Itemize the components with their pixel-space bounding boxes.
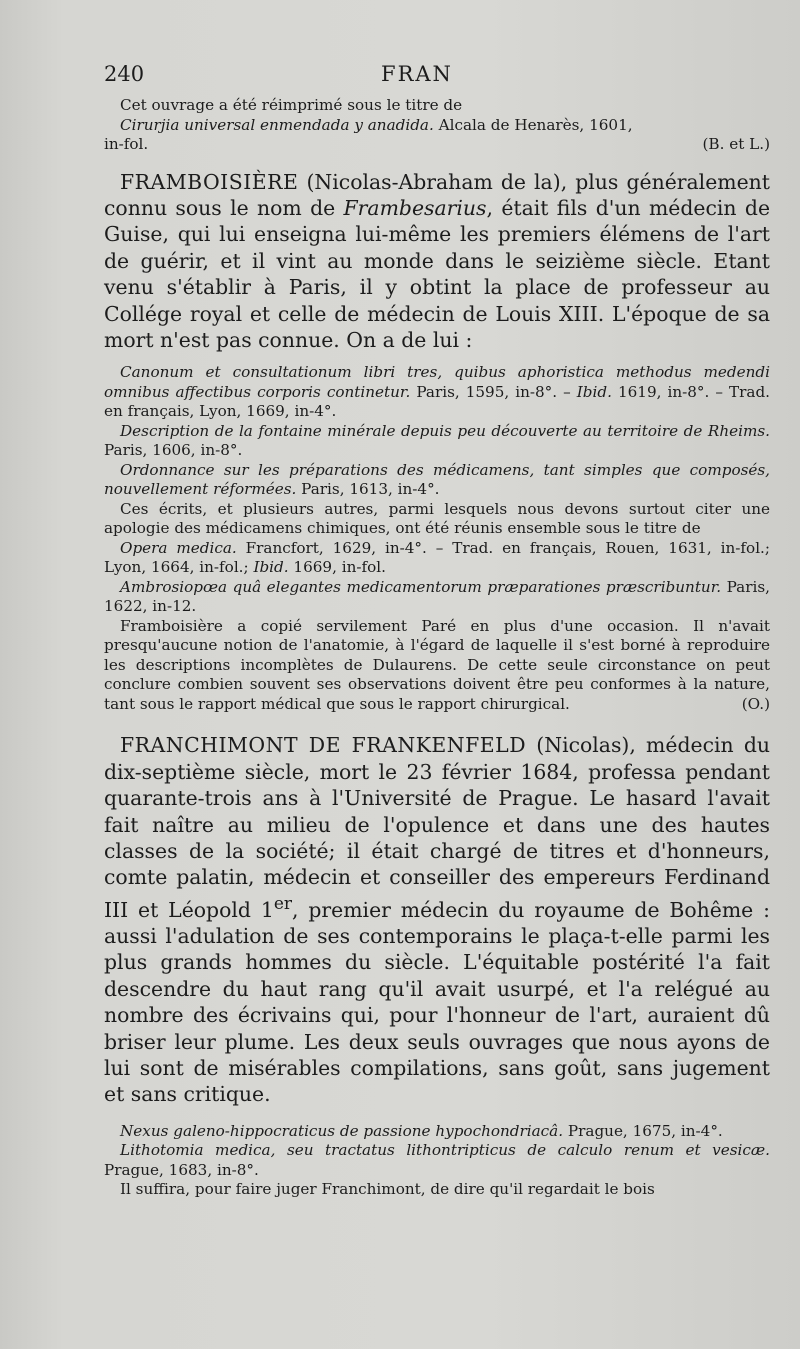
- entry-framboisiere: FRAMBOISIÈRE (Nicolas-Abraham de la), plus généralement connu sous le nom de Frambesarius, était fils d'un médecin de Guise, qui lui enseigna lui-même les premiers élémens de l'art de guérir, et il vint au monde dans le seizième siècle. Etant venu s'établir à Paris, il y obtint la place de professeur au Collége royal et celle de médecin de Louis XIII. L'époque de sa mort n'est pas connue. On a de lui :: [104, 169, 771, 352]
- work-item: Ambrosiopœa quâ elegantes medicamentorum præparationes præscribuntur. Paris, 1622, in-12.: [104, 577, 770, 616]
- works-list-2: [104, 1122, 770, 1200]
- critical-note: Framboisière a copié servilement Paré en plus d'une occasion. Il n'avait presqu'aucune notion de l'anatomie, à l'égard de laquelle il s'est borné à reproduire les descriptions incomplètes de Dulaurens. De cette seule circonstance on peut conclure combien souvent ses observations doivent être peu conformes à la nature, tant sous le rapport médical que sous le rapport chirurgical. (O.): [104, 616, 770, 713]
- note-attribution: (O.): [741, 694, 770, 713]
- top-attribution: (B. et L.): [702, 135, 770, 153]
- entry-forename: (Nicolas-Abraham de la): [306, 169, 561, 194]
- top-line-3: in-fol. (B. et L.): [104, 135, 770, 153]
- work-item: Canonum et consultationum libri tres, quibus aphoristica methodus medendi omnibus affectibus corporis continetur. Paris, 1595, in-8°. – Ibid. 1619, in-8°. – Trad. en français, Lyon, 1669, in-4°.: [104, 363, 770, 421]
- running-head: FRAN: [381, 62, 453, 86]
- works-list-1: [104, 363, 770, 714]
- entry-franchimont: FRANCHIMONT DE FRANKENFELD (Nicolas), médecin du dix-septième siècle, mort le 23 février 1684, professa pendant quarante-trois ans à l'Université de Prague. Le hasard l'avait fait naître au milieu de l'opulence et dans une des hautes classes de la société; il était chargé de titres et d'honneurs, comte palatin, médecin et conseiller des empereurs Ferdinand III et Léopold 1er, premier médecin du royaume de Bohême : aussi l'adulation de ses contemporains le plaça-t-elle parmi les plus grands hommes du siècle. L'équitable postérité l'a fait descendre du haut rang qu'il avait usurpé, et l'a relégué au nombre des écrivains qui, pour l'honneur de l'art, auraient dû briser leur plume. Les deux seuls ouvrages que nous ayons de lui sont de misérables compilations, sans goût, sans jugement et sans critique.: [104, 733, 770, 1107]
- work-item: Nexus galeno-hippocraticus de passione hypochondriacâ. Prague, 1675, in-4°.: [120, 1121, 723, 1140]
- work-item: Lithotomia medica, seu tractatus lithontripticus de calculo renum et vesicæ. Prague, 1683, in-8°.: [104, 1141, 770, 1179]
- top-line-2: Cirurjia universal enmendada y anadida. Alcala de Henarès, 1601,: [120, 115, 633, 134]
- entry-forename: (Nicolas): [536, 733, 630, 758]
- page-header: [104, 62, 770, 96]
- top-block: [104, 96, 770, 135]
- ecrits-paragraph: Ces écrits, et plusieurs autres, parmi lesquels nous devons surtout citer une apologie des médicamens chimiques, ont été réunis ensemble sous le titre de: [104, 499, 770, 538]
- page-number: 240: [104, 62, 145, 86]
- top-line-1: Cet ouvrage a été réimprimé sous le titre de: [120, 96, 463, 114]
- entry-name: FRAMBOISIÈRE: [120, 169, 299, 194]
- entry-name: FRANCHIMONT DE FRANKENFELD: [120, 733, 527, 758]
- latin-name: Frambesarius: [343, 195, 487, 220]
- last-line: Il suffira, pour faire juger Franchimont, de dire qu'il regardait le bois: [120, 1180, 655, 1199]
- work-item: Opera medica. Francfort, 1629, in-4°. – Trad. en français, Rouen, 1631, in-fol.; Lyon, 1664, in-fol.; Ibid. 1669, in-fol.: [104, 538, 770, 577]
- work-item: Description de la fontaine minérale depuis peu découverte au territoire de Rheims. Paris, 1606, in-8°.: [104, 421, 770, 460]
- work-item: Ordonnance sur les préparations des médicamens, tant simples que composés, nouvellement réformées. Paris, 1613, in-4°.: [104, 460, 770, 499]
- top-work-title: Cirurjia universal enmendada y anadida.: [120, 115, 434, 134]
